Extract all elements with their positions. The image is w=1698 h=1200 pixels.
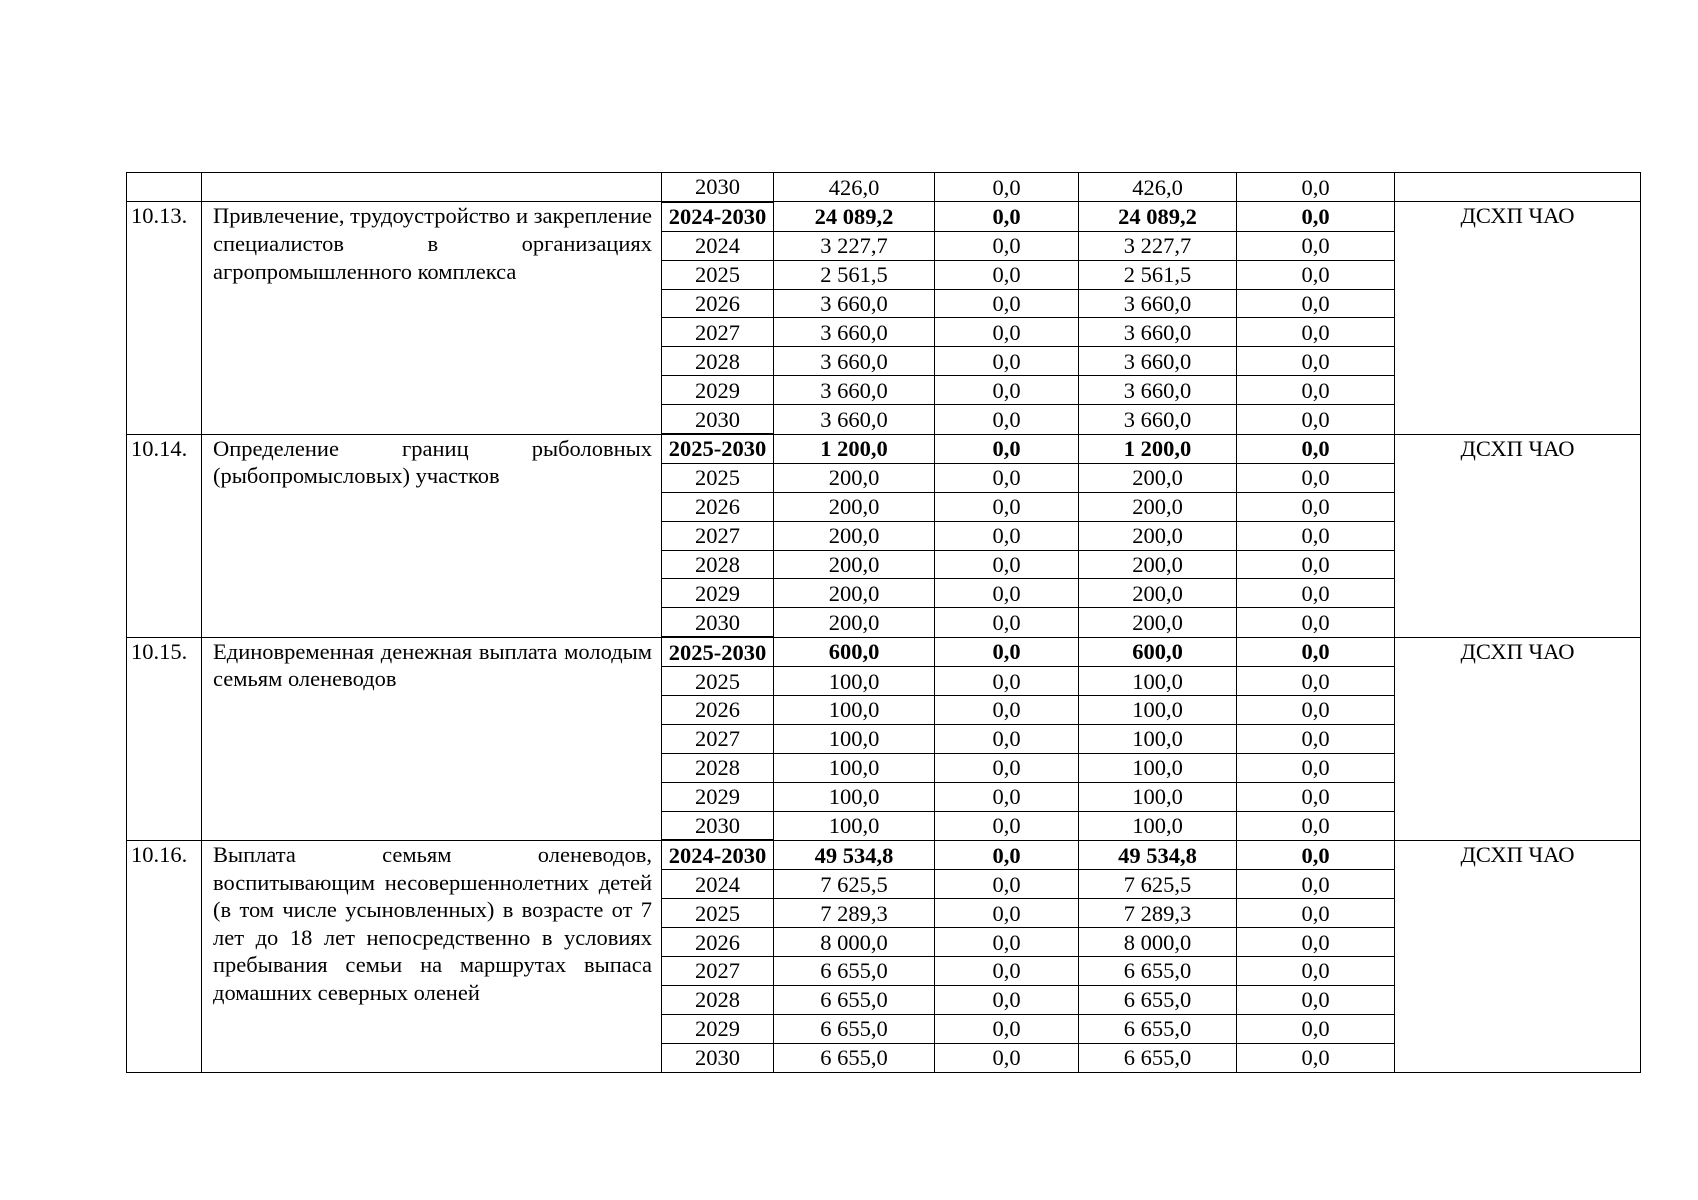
- col2-cell: 200,0: [1079, 492, 1237, 521]
- col1-cell: 0,0: [935, 289, 1079, 318]
- col3-cell: 0,0: [1237, 260, 1395, 289]
- total-cell: 200,0: [774, 608, 935, 637]
- col1-cell: 0,0: [935, 840, 1079, 869]
- col3-cell: 0,0: [1237, 376, 1395, 405]
- total-cell: 200,0: [774, 521, 935, 550]
- measure-number: 10.13.: [127, 202, 202, 434]
- col2-cell: 49 534,8: [1079, 840, 1237, 869]
- measure-number: 10.14.: [127, 434, 202, 637]
- col3-cell: 0,0: [1237, 753, 1395, 782]
- col2-cell: 200,0: [1079, 550, 1237, 579]
- col1-cell: 0,0: [935, 724, 1079, 753]
- number-cell: [127, 173, 202, 202]
- year-cell: 2029: [662, 782, 774, 811]
- col2-cell: 100,0: [1079, 753, 1237, 782]
- col3-cell: 0,0: [1237, 231, 1395, 260]
- col1-cell: 0,0: [935, 637, 1079, 666]
- executor-cell: [1395, 173, 1641, 202]
- col1-cell: 0,0: [935, 260, 1079, 289]
- year-cell: 2027: [662, 318, 774, 347]
- col1-cell: 0,0: [935, 1014, 1079, 1043]
- col1-cell: 0,0: [935, 492, 1079, 521]
- total-cell: 49 534,8: [774, 840, 935, 869]
- year-cell: 2024: [662, 231, 774, 260]
- col1-cell: 0,0: [935, 985, 1079, 1014]
- total-cell: 7 625,5: [774, 870, 935, 899]
- col2-cell: 200,0: [1079, 608, 1237, 637]
- year-cell: 2024: [662, 870, 774, 899]
- total-cell: 100,0: [774, 667, 935, 696]
- total-cell: 100,0: [774, 724, 935, 753]
- total-cell: 600,0: [774, 637, 935, 666]
- table-body: [127, 173, 1641, 1073]
- measure-total-row: [127, 637, 1641, 666]
- col1-cell: 0,0: [935, 1043, 1079, 1072]
- total-cell: 200,0: [774, 550, 935, 579]
- col3-cell: 0,0: [1237, 957, 1395, 986]
- total-cell: 100,0: [774, 753, 935, 782]
- year-cell: 2027: [662, 521, 774, 550]
- total-cell: 6 655,0: [774, 985, 935, 1014]
- col3-cell: 0,0: [1237, 899, 1395, 928]
- year-cell: 2030: [662, 405, 774, 434]
- col3-cell: 0,0: [1237, 985, 1395, 1014]
- col2-cell: 100,0: [1079, 696, 1237, 725]
- measure-executor: ДСХП ЧАО: [1395, 202, 1641, 434]
- measure-number: 10.16.: [127, 840, 202, 1072]
- col2-cell: 6 655,0: [1079, 1043, 1237, 1072]
- col1-cell: 0,0: [935, 231, 1079, 260]
- col3-cell: 0,0: [1237, 1043, 1395, 1072]
- col3-cell: 0,0: [1237, 347, 1395, 376]
- total-cell: 200,0: [774, 463, 935, 492]
- col1-cell: 0,0: [935, 811, 1079, 840]
- col3-cell: 0,0: [1237, 463, 1395, 492]
- col1-cell: 0,0: [935, 957, 1079, 986]
- col2-cell: 3 660,0: [1079, 405, 1237, 434]
- total-cell: 200,0: [774, 579, 935, 608]
- col1-cell: 0,0: [935, 405, 1079, 434]
- col2-cell: 200,0: [1079, 521, 1237, 550]
- col2-cell: 426,0: [1079, 173, 1237, 202]
- year-cell: 2024-2030: [662, 840, 774, 869]
- col1-cell: 0,0: [935, 463, 1079, 492]
- total-cell: 3 660,0: [774, 347, 935, 376]
- year-cell: 2027: [662, 724, 774, 753]
- col2-cell: 3 660,0: [1079, 347, 1237, 376]
- col2-cell: 200,0: [1079, 463, 1237, 492]
- measure-name: Единовременная денежная выплата молодым семьям оленеводов: [202, 637, 662, 840]
- year-cell: 2026: [662, 696, 774, 725]
- year-cell: 2028: [662, 550, 774, 579]
- year-cell: 2026: [662, 928, 774, 957]
- col1-cell: 0,0: [935, 753, 1079, 782]
- year-cell: 2030: [662, 608, 774, 637]
- total-cell: 24 089,2: [774, 202, 935, 231]
- col2-cell: 6 655,0: [1079, 957, 1237, 986]
- col3-cell: 0,0: [1237, 202, 1395, 231]
- total-cell: 100,0: [774, 782, 935, 811]
- col1-cell: 0,0: [935, 870, 1079, 899]
- year-cell: 2025: [662, 463, 774, 492]
- col3-cell: 0,0: [1237, 1014, 1395, 1043]
- col1-cell: 0,0: [935, 696, 1079, 725]
- col2-cell: 8 000,0: [1079, 928, 1237, 957]
- year-cell: 2028: [662, 347, 774, 376]
- col1-cell: 0,0: [935, 550, 1079, 579]
- measure-name: Выплата семьям оленеводов, воспитывающим несовершеннолетних детей (в том числе усыновленных) в возрасте от 7 лет до 18 лет непосредственно в условиях пребывания семьи на маршрутах выпаса домашних северных оленей: [202, 840, 662, 1072]
- total-cell: 100,0: [774, 696, 935, 725]
- col1-cell: 0,0: [935, 318, 1079, 347]
- measure-name: Определение границ рыболовных (рыбопромысловых) участков: [202, 434, 662, 637]
- total-cell: 100,0: [774, 811, 935, 840]
- total-cell: 3 227,7: [774, 231, 935, 260]
- measure-executor: ДСХП ЧАО: [1395, 840, 1641, 1072]
- year-cell: 2027: [662, 957, 774, 986]
- col3-cell: 0,0: [1237, 550, 1395, 579]
- col3-cell: 0,0: [1237, 696, 1395, 725]
- col1-cell: 0,0: [935, 899, 1079, 928]
- col2-cell: 200,0: [1079, 579, 1237, 608]
- year-cell: 2025: [662, 667, 774, 696]
- col3-cell: 0,0: [1237, 782, 1395, 811]
- name-cell: [202, 173, 662, 202]
- year-cell: 2026: [662, 492, 774, 521]
- col1-cell: 0,0: [935, 376, 1079, 405]
- year-cell: 2029: [662, 1014, 774, 1043]
- col1-cell: 0,0: [935, 521, 1079, 550]
- col3-cell: 0,0: [1237, 289, 1395, 318]
- year-cell: 2025-2030: [662, 434, 774, 463]
- col3-cell: 0,0: [1237, 840, 1395, 869]
- col2-cell: 6 655,0: [1079, 1014, 1237, 1043]
- col1-cell: 0,0: [935, 928, 1079, 957]
- total-cell: 3 660,0: [774, 405, 935, 434]
- measure-executor: ДСХП ЧАО: [1395, 434, 1641, 637]
- total-cell: 7 289,3: [774, 899, 935, 928]
- col2-cell: 100,0: [1079, 724, 1237, 753]
- total-cell: 6 655,0: [774, 1014, 935, 1043]
- measure-executor: ДСХП ЧАО: [1395, 637, 1641, 840]
- col2-cell: 3 660,0: [1079, 289, 1237, 318]
- total-cell: 6 655,0: [774, 1043, 935, 1072]
- carry-over-row: [127, 173, 1641, 202]
- col3-cell: 0,0: [1237, 318, 1395, 347]
- col2-cell: 2 561,5: [1079, 260, 1237, 289]
- measure-number: 10.15.: [127, 637, 202, 840]
- year-cell: 2030: [662, 1043, 774, 1072]
- year-cell: 2025: [662, 899, 774, 928]
- col3-cell: 0,0: [1237, 521, 1395, 550]
- year-cell: 2029: [662, 376, 774, 405]
- total-cell: 200,0: [774, 492, 935, 521]
- total-cell: 8 000,0: [774, 928, 935, 957]
- measure-total-row: [127, 840, 1641, 869]
- col3-cell: 0,0: [1237, 724, 1395, 753]
- col3-cell: 0,0: [1237, 434, 1395, 463]
- col3-cell: 0,0: [1237, 667, 1395, 696]
- total-cell: 6 655,0: [774, 957, 935, 986]
- col3-cell: 0,0: [1237, 870, 1395, 899]
- year-cell: 2030: [662, 173, 774, 202]
- col3-cell: 0,0: [1237, 637, 1395, 666]
- col2-cell: 3 660,0: [1079, 376, 1237, 405]
- col2-cell: 600,0: [1079, 637, 1237, 666]
- col3-cell: 0,0: [1237, 492, 1395, 521]
- total-cell: 2 561,5: [774, 260, 935, 289]
- col1-cell: 0,0: [935, 173, 1079, 202]
- col1-cell: 0,0: [935, 202, 1079, 231]
- col2-cell: 100,0: [1079, 782, 1237, 811]
- col1-cell: 0,0: [935, 667, 1079, 696]
- col1-cell: 0,0: [935, 782, 1079, 811]
- total-cell: 426,0: [774, 173, 935, 202]
- col3-cell: 0,0: [1237, 811, 1395, 840]
- year-cell: 2025-2030: [662, 637, 774, 666]
- year-cell: 2025: [662, 260, 774, 289]
- measure-total-row: [127, 202, 1641, 231]
- year-cell: 2030: [662, 811, 774, 840]
- col2-cell: 7 289,3: [1079, 899, 1237, 928]
- total-cell: 3 660,0: [774, 289, 935, 318]
- year-cell: 2028: [662, 985, 774, 1014]
- col1-cell: 0,0: [935, 434, 1079, 463]
- col2-cell: 24 089,2: [1079, 202, 1237, 231]
- col3-cell: 0,0: [1237, 579, 1395, 608]
- year-cell: 2026: [662, 289, 774, 318]
- col1-cell: 0,0: [935, 608, 1079, 637]
- col3-cell: 0,0: [1237, 608, 1395, 637]
- col2-cell: 1 200,0: [1079, 434, 1237, 463]
- col1-cell: 0,0: [935, 579, 1079, 608]
- col2-cell: 100,0: [1079, 811, 1237, 840]
- year-cell: 2028: [662, 753, 774, 782]
- funding-table: [126, 172, 1641, 1073]
- measure-total-row: [127, 434, 1641, 463]
- col2-cell: 7 625,5: [1079, 870, 1237, 899]
- col2-cell: 3 227,7: [1079, 231, 1237, 260]
- col1-cell: 0,0: [935, 347, 1079, 376]
- col3-cell: 0,0: [1237, 928, 1395, 957]
- total-cell: 3 660,0: [774, 376, 935, 405]
- col2-cell: 3 660,0: [1079, 318, 1237, 347]
- year-cell: 2029: [662, 579, 774, 608]
- col3-cell: 0,0: [1237, 405, 1395, 434]
- col2-cell: 100,0: [1079, 667, 1237, 696]
- measure-name: Привлечение, трудоустройство и закрепление специалистов в организациях агропромышленного комплекса: [202, 202, 662, 434]
- total-cell: 1 200,0: [774, 434, 935, 463]
- total-cell: 3 660,0: [774, 318, 935, 347]
- col2-cell: 6 655,0: [1079, 985, 1237, 1014]
- col3-cell: 0,0: [1237, 173, 1395, 202]
- year-cell: 2024-2030: [662, 202, 774, 231]
